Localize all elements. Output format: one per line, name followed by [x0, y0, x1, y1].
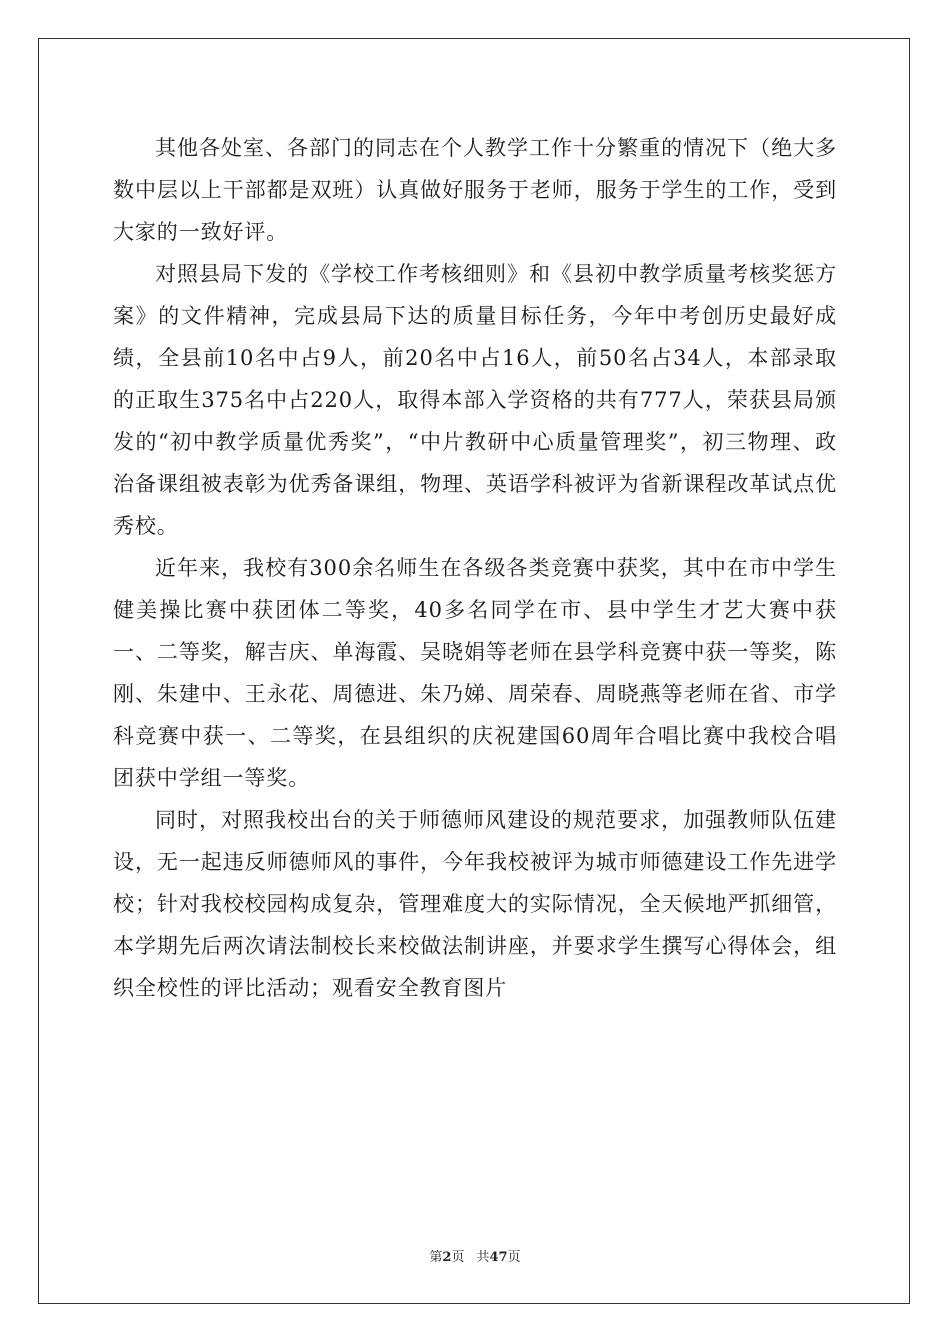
page-suffix: 页: [451, 1250, 465, 1265]
page-footer: [0, 1246, 950, 1265]
page-number: 2: [442, 1250, 452, 1265]
paragraph-2: 对照县局下发的《学校工作考核细则》和《县初中教学质量考核奖惩方案》的文件精神，完成县局下达的质量目标任务，今年中考创历史最好成绩，全县前10名中占9人，前20名中占16人，前50名占34人，本部录取的正取生375名中占220人，取得本部入学资格的共有777人，荣获县局颁发的“初中教学质量优秀奖”，“中片教研中心质量管理奖”，初三物理、政治备课组被表彰为优秀备课组，物理、英语学科被评为省新课程改革试点优秀校。: [113, 262, 837, 538]
page-prefix: 第: [429, 1250, 443, 1265]
paragraph-3: 近年来，我校有300余名师生在各级各类竞赛中获奖，其中在市中学生健美操比赛中获团体二等奖，40多名同学在市、县中学生才艺大赛中获一、二等奖，解吉庆、单海霞、吴晓娟等老师在县学科竞赛中获一等奖，陈刚、朱建中、王永花、周德进、朱乃娣、周荣春、周晓燕等老师在省、市学科竞赛中获一、二等奖，在县组织的庆祝建国60周年合唱比赛中我校合唱团获中学组一等奖。: [113, 556, 837, 790]
document-body: [113, 127, 837, 1009]
paragraph-4: 同时，对照我校出台的关于师德师风建设的规范要求，加强教师队伍建设，无一起违反师德师风的事件，今年我校被评为城市师德建设工作先进学校；针对我校校园构成复杂，管理难度大的实际情况，全天候地严抓细管，本学期先后两次请法制校长来校做法制讲座，并要求学生撰写心得体会，组织全校性的评比活动；观看安全教育图片: [113, 808, 837, 1000]
paragraph-1: 其他各处室、各部门的同志在个人教学工作十分繁重的情况下（绝大多数中层以上干部都是双班）认真做好服务于老师，服务于学生的工作，受到大家的一致好评。: [113, 136, 837, 244]
total-prefix: 共: [476, 1250, 490, 1265]
total-suffix: 页: [507, 1250, 521, 1265]
total-pages: 47: [489, 1250, 508, 1265]
